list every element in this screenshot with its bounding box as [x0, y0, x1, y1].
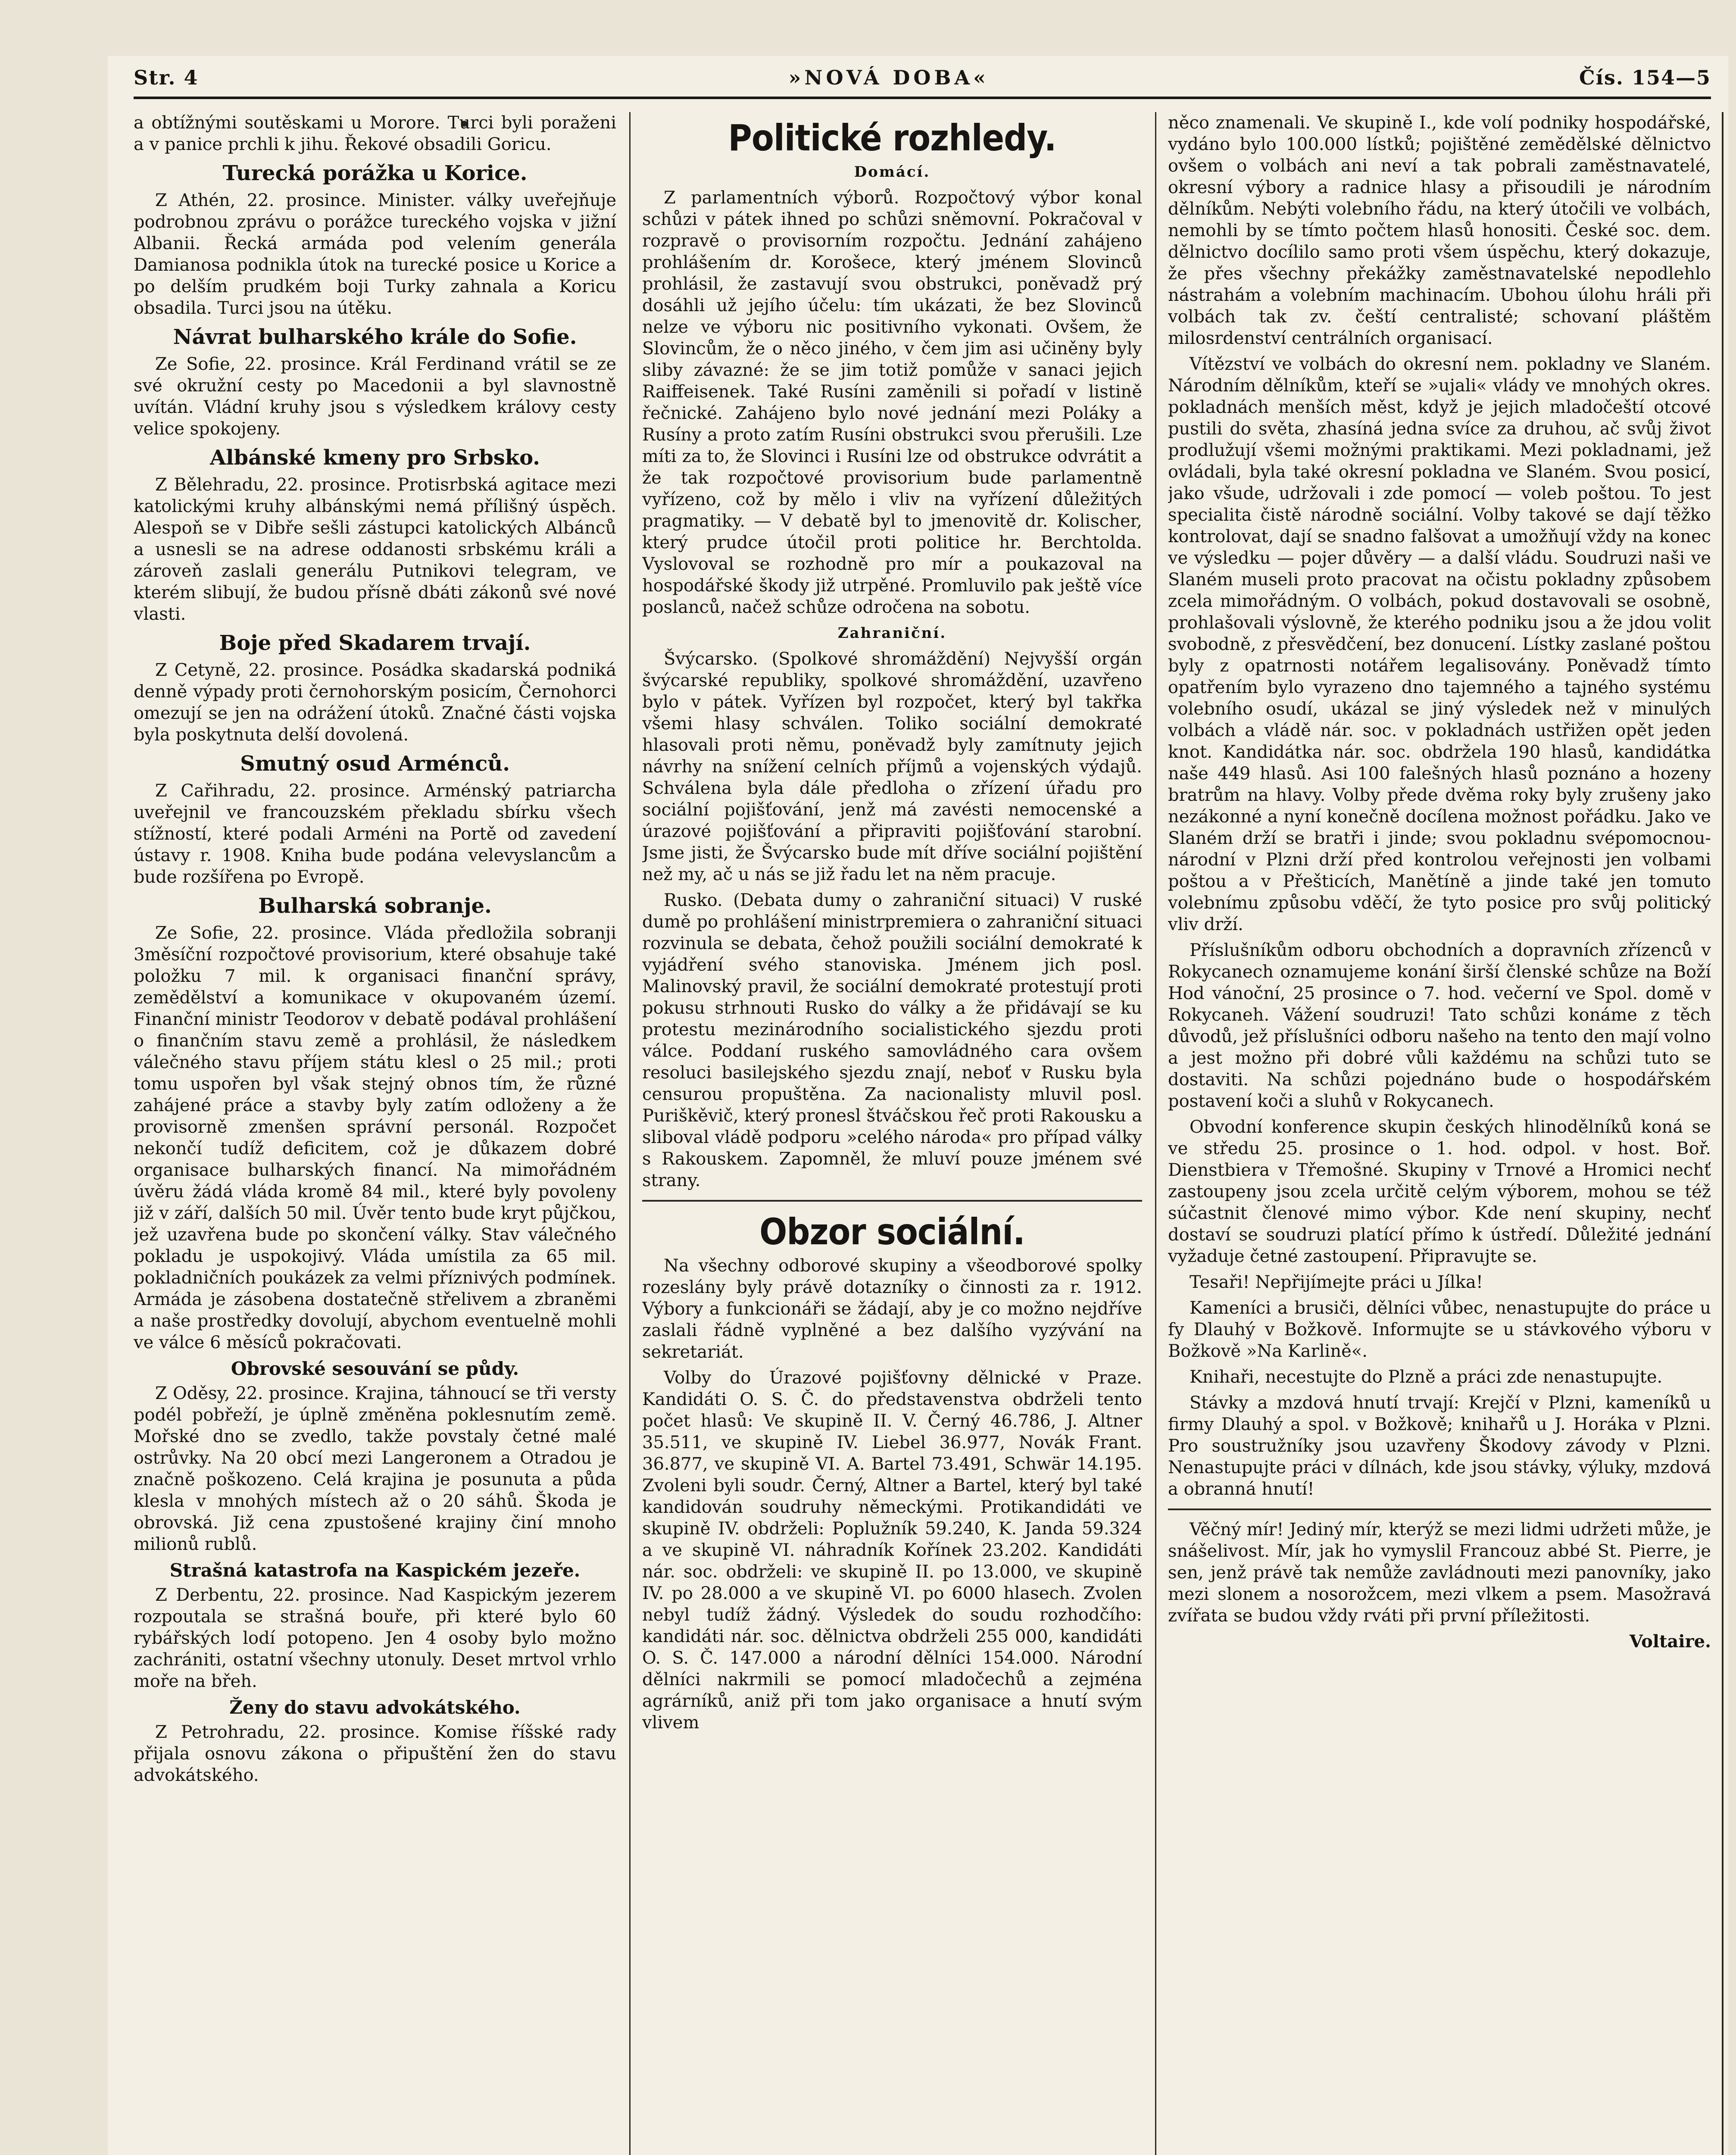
- article-body: Na všechny odborové skupiny a všeodborové spolky rozeslány byly právě dotazníky o činnosti za r. 1912. Výbory a funkcionáři se žádají, aby je co možno nejdříve zaslali řádně vyplněné a bez dalšího vyzývání na sekretariát.: [642, 1256, 1142, 1362]
- article-body: Ze Sofie, 22. prosince. Král Ferdinand vrátil se ze své okružní cesty po Macedonii a byl slavnostně uvítán. Vládní kruhy jsou s výsledkem královy cesty velice spokojeny.: [134, 354, 616, 439]
- column-divider: [629, 112, 631, 2155]
- article-body: Z Bělehradu, 22. prosince. Protisrbská agitace mezi katolickými kruhy albánskými nemá přílišný úspěch. Alespoň se v Dibře sešli zástupci katolických Albánců a usnesli se na adrese oddanosti srbskému králi a zároveň zaslali generálu Putnikovi telegram, ve kterém slibují, že budou přísně dbáti zákonů své nové vlasti.: [134, 475, 616, 624]
- subsection-domestic: Domácí.: [854, 163, 930, 181]
- newspaper-page: [108, 56, 1728, 2155]
- page-number: Str. 4: [134, 66, 199, 89]
- notice: Knihaři, necestujte do Plzně a práci zde nenastupujte.: [1190, 1367, 1663, 1387]
- article-body: Z Petrohradu, 22. prosince. Komise říšské rady přijala osnovu zákona o připuštění žen do stavu advokátského.: [134, 1722, 616, 1785]
- headline: Turecká porážka u Korice.: [222, 161, 528, 185]
- article-body: Z Cetyně, 22. prosince. Posádka skadarská podniká denně výpady proti černohorským posicím, Černohorci omezují se jen na odrážení útoků. Značné části vojska byla poskytnuta delší dovolená.: [134, 660, 616, 745]
- column-2: [642, 112, 1142, 2155]
- column-divider: [1722, 112, 1724, 2155]
- article-body: Vítězství ve volbách do okresní nem. pokladny ve Slaném. Národním dělníkům, kteří se »ujali« vlády ve mnohých okres. pokladnách menších měst, když je jejich mladočeští otcové pustili do světa, zhasíná jedna svíce za druhou, ač svůj život prodlužují všemi možnými praktikami. Mezi pokladnami, jež ovládali, byla také okresní pokladna ve Slaném. Svou posicí, jako všude, udržovali i zde pomocí — voleb poštou. To jest specialita čistě národně sociální. Volby takové se dají těžko kontrolovat, dají se snadno falšovat a umožňují vždy na konec ve výsledku — pojer důvěry — a další vládu. Soudruzi naši ve Slaném museli proto pracovat na očistu pokladny způsobem zcela mimořádným. O volbách, pokud dostavovali se osobně, prohlašovali výslovně, že kterého podniku jsou a že jdou volit svobodně, z přesvědčení, bez donucení. Lístky zaslané poštou byly z opatrnosti notářem legalisovány. Poněvadž tímto opatřením bylo vyrazeno dno tajemného a tajného systému volebního osudí, ukázal se jiný výsledek než v minulých volbách a vládě nár. soc. v pokladnách ustřižen opět jeden knot. Kandidátka nár. soc. obdržela 190 hlasů, kandidátka naše 449 hlasů. Asi 100 falešných hlasů poznáno a hozeny bratrům na hlavy. Volby přede dvěma roky byly zrušeny jako nezákonné a nyní konečně docílena možnost pořádku. Jako ve Slaném drží se bratři i jinde; svou pokladnu svépomocnou-národní v Plzni drží před kontrolou veřejnosti jen volbami poštou a v Přešticích, Manětíně a jinde také jen tomuto volebnímu způsobu vděčí, že tyto posice pro svůj politický vliv drží.: [1168, 354, 1711, 934]
- article-body: Z Cařihradu, 22. prosince. Arménský patriarcha uveřejnil ve francouzském překladu sbírku všech stížností, které podali Arméni na Portě od zavedení ústavy r. 1908. Kniha bude podána velevyslancům a bude rozšířena po Evropě.: [134, 781, 616, 887]
- section-title-social: Obzor sociální.: [759, 1211, 1025, 1253]
- headline: Ženy do stavu advokátského.: [229, 1697, 521, 1718]
- article-body: Volby do Úrazové pojišťovny dělnické v Praze. Kandidáti O. S. Č. do představenstva obdrželi tento počet hlasů: Ve skupině II. V. Černý 46.786, J. Altner 35.511, ve skupině IV. Liebel 36.977, Novák Frant. 36.877, ve skupině VI. A. Bartel 73.491, Schwär 14.195. Zvoleni byli soudr. Černý, Altner a Bartel, který byl také kandidován soudruhy německými. Protikandidáti ve skupině IV. obdrželi: Poplužník 59.240, K. Janda 59.324 a ve skupině VI. náhradník Kořínek 23.202. Kandidáti nár. soc. obdrželi: ve skupině II. po 13.000, ve skupině IV. po 28.000 a ve skupině VI. po 6000 hlasech. Zvolen nebyl tudíž žádný. Výsledek do soudu rozhodčího: kandidáti nár. soc. dělnictva obdrželi 255 000, kandidáti O. S. Č. 147.000 a národní dělníci 154.000. Národní dělníci nakrmili se pomocí mladočechů a zejména agrárníků, aniž při tom jako organisace a hnutí svým vlivem: [642, 1368, 1142, 1733]
- headline: Smutný osud Arménců.: [240, 752, 510, 776]
- section-title-politics: Politické rozhledy.: [728, 117, 1056, 159]
- column-3: [1168, 112, 1711, 2155]
- article-body: Příslušníkům odboru obchodních a dopravních zřízenců v Rokycanech oznamujeme konání širší členské schůze na Boží Hod vánoční, 25 prosince o 7. hod. večerní ve Spol. domě v Rokycaneh. Vážení soudruzi! Tato schůzi konáme z těch důvodů, jež příslušníci odboru našeho na tento den mají volno a jest možno při dobré vůli každému na schůzi tuto se dostaviti. Na schůzi pojednáno bude o hospodářském postavení koči a sluhů v Rokycanech.: [1168, 940, 1711, 1111]
- masthead-rule: [134, 97, 1711, 99]
- article-body: Z Derbentu, 22. prosince. Nad Kaspickým jezerem rozpoutala se strašná bouře, při které bylo 60 rybářských lodí potopeno. Jen 4 osoby bylo možno zachrániti, ostatní všechny utonuly. Deset mrtvol vrhlo moře na břeh.: [134, 1585, 616, 1691]
- article-body: Z Oděsy, 22. prosince. Krajina, táhnoucí se tři versty podél pobřeží, je úplně změněna poklesnutím země. Mořské dno se zvedlo, takže povstaly četné malé ostrůvky. Na 20 obcí mezi Langeronem a Otradou je značně poškozeno. Celá krajina je posunuta a půda klesla v mnohých místech až o 20 sáhů. Škoda je obrovská. Již cena zpustošené krajiny činí mnoho milionů rublů.: [134, 1384, 616, 1554]
- article-body: Rusko. (Debata dumy o zahraniční situaci) V ruské dumě po prohlášení ministrpremiera o zahraniční situaci rozvinula se debata, čehož použili sociální demokraté k vyjádření svého stanoviska. Jménem jich posl. Malinovský pravil, že sociální demokraté protestují proti pokusu strhnouti Rusko do války a že přidávají se ku protestu mezinárodního socialistického sjezdu proti válce. Poddaní ruského samovládného cara ovšem resoluci basilejského sjezdu znají, neboť v Rusku byla censurou propuštěna. Za nacionalisty mluvil posl. Puriškěvič, který pronesl štváčskou řeč proti Rakousku a sliboval vládě podporu »celého národa« pro případ války s Rakouskem. Zapomněl, že mluví pouze jménem své strany.: [642, 890, 1142, 1190]
- quote-body: Věčný mír! Jediný mír, kterýž se mezi lidmi udržeti může, je snášelivost. Mír, jak ho vymyslil Francouz abbé St. Pierre, je sen, jenž právě tak nemůže zavládnouti mezi panovníky, jako mezi slonem a nosorožcem, mezi vlkem a psem. Masožravá zvířata se budou vždy rváti při první příležitosti.: [1168, 1520, 1711, 1626]
- article-body: Z parlamentních výborů. Rozpočtový výbor konal schůzi v pátek ihned po schůzi sněmovní. Pokračoval v rozpravě o provisorním rozpočtu. Jednání zahájeno prohlášením dr. Korošece, který jménem Slovinců prohlásil, že zastavují svou obstrukci, poněvadž prý dosáhli už jejího účelu: tím ukázati, že bez Slovinců nelze ve výboru nic positivního vykonati. Ovšem, že Slovincům, že o něco jiného, v čem jim asi učiněny byly sliby závazné: že se jim totiž pomůže v sanaci jejich Raiffeisenek. Také Rusíni zaměnili si pořadí v listině řečnické. Zahájeno bylo nové jednání mezi Poláky a Rusíny a proto zatím Rusíni obstrukci svou přerušili. Lze míti za to, že Slovinci i Rusíni lze od obstrukce odvrátit a že tak rozpočtové provisorium bude parlamentně vyřízeno, což by mělo i vliv na vyřízení důležitých pragmatiky. — V debatě byl to jmenovitě dr. Kolischer, který prudce útočil proti politice hr. Berchtolda. Vyslovoval se rozhodně pro mír a poukazoval na hospodářské škody již utrpěné. Promluvilo pak ještě více poslanců, načež schůze odročena na sobotu.: [642, 188, 1142, 617]
- section-rule: [1168, 1508, 1711, 1510]
- headline: Návrat bulharského krále do Sofie.: [173, 325, 577, 349]
- column-1: [134, 112, 616, 2155]
- notice: Tesaři! Nepřijímejte práci u Jílka!: [1190, 1272, 1483, 1292]
- article-body: Obvodní konference skupin českých hlinodělníků koná se ve středu 25. prosince o 1. hod. odpol. v host. Boř. Dienstbiera v Třemošné. Skupiny v Trnové a Hromici nechť zastoupeny jsou zcela určitě celým výborem, mohou se též súčastnit členové mimo výbor. Kde není skupiny, nechť dostaví se soudruzi platící přímo k ústředí. Důležité jednání vyžaduje četné zastoupení. Připravujte se.: [1168, 1117, 1711, 1266]
- headline: Strašná katastrofa na Kaspickém jezeře.: [169, 1560, 581, 1581]
- article-continuation: a obtížnými soutěskami u Morore. Turci byli poraženi a v panice prchli k jihu. Řekové obsadili Goricu.: [134, 113, 616, 154]
- subsection-foreign: Zahraniční.: [837, 625, 947, 642]
- notice: Stávky a mzdová hnutí trvají: Krejčí v Plzni, kameníků u firmy Dlauhý a spol. v Božkově; knihařů u J. Horáka v Plzni. Pro soustružníky jsou uzavřeny Škodovy závody v Plzni. Nenastupujte práci v dílnách, kde jsou stávky, výluky, mzdová a obranná hnutí!: [1168, 1393, 1711, 1499]
- article-body: Ze Sofie, 22. prosince. Vláda předložila sobranji 3měsíční rozpočtové provisorium, které obsahuje také položku 7 mil. k organisaci finanční správy, zemědělství a komunikace v okupovaném území. Finanční ministr Teodorov v debatě podával prohlášení o finančním stavu země a prohlásil, že následkem válečného stavu příjem státu klesl o 25 mil.; proti tomu uspořen byl však stejný obnos tím, že různé zahájené práce a stavby byly zatím odloženy a že provisorně zmenšen správní personál. Rozpočet nekončí tudíž deficitem, což je důkazem dobré organisace bulharských financí. Na mimořádném úvěru žádá vláda kromě 84 mil., které byly povoleny již v září, dalších 50 mil. Úvěr tento bude kryt půjčkou, jež uzavřena bude po skončení války. Stav válečného pokladu je uspokojivý. Vláda umístila za 65 mil. pokladničních poukázek za velmi příznivých podmínek. Armáda je zásobena dostatečně střelivem a zbraněmi a naše prostředky dovolují, abychom eventuelně mohli ve válce 6 měsíců pokračovati.: [134, 923, 616, 1352]
- quote-signature: Voltaire.: [1629, 1631, 1711, 1652]
- headline: Boje před Skadarem trvají.: [219, 631, 531, 655]
- masthead: [134, 60, 1711, 95]
- newspaper-title: »NOVÁ DOBA«: [788, 66, 989, 89]
- headline: Albánské kmeny pro Srbsko.: [210, 446, 540, 470]
- notice: Kameníci a brusiči, dělníci vůbec, nenastupujte do práce u fy Dlauhý v Božkově. Informujte se u stávkového výboru v Božkově »Na Karlině«.: [1168, 1298, 1711, 1361]
- column-divider: [1155, 112, 1156, 2155]
- headline: Obrovské sesouvání se půdy.: [231, 1358, 519, 1379]
- article-body: Z Athén, 22. prosince. Minister. války uveřejňuje podrobnou zprávu o porážce tureckého vojska v jižní Albanii. Řecká armáda pod velením generála Damianosa podnikla útok na turecké posice u Korice a po delším prudkém boji Turky zahnala a Koricu obsadila. Turci jsou na útěku.: [134, 191, 616, 318]
- article-continuation: něco znamenali. Ve skupině I., kde volí podniky hospodářské, vydáno bylo 100.000 lístků; pojištěné zemědělské dělnictvo ovšem o volbách ani neví a tak pobrali zaměstnavatelé, okresní výbory a radnice hlasy a přisoudili je národním dělníkům. Nebýti volebního řádu, na který útočili ve volbách, nemohli by se tímto počtem hlasů honositi. České soc. dem. dělnictvo docílilo samo proti všem úspěchu, který dokazuje, že přes všechny překážky zaměstnavatelské nepodlehlo nástrahám a volebním machinacím. Ubohou úlohu hráli při volbách tak zv. čeští centralisté; schovaní pláštěm milosrdenství centrálních organisací.: [1168, 113, 1711, 348]
- article-body: Švýcarsko. (Spolkové shromáždění) Nejvyšší orgán švýcarské republiky, spolkové shromáždění, uzavřeno bylo v pátek. Vyřízen byl rozpočet, který byl takřka všemi hlasy schválen. Toliko sociální demokraté hlasovali proti němu, poněvadž byly zamítnuty jejich návrhy na snížení celních příjmů a vojenských výdajů. Schválena byla dále předloha o zřízení úřadu pro sociální pojišťování, jenž má zavésti nemocenské a úrazové pojišťování a připraviti pojišťování starobní. Jsme jisti, že Švýcarsko bude mít dříve sociální pojištění než my, ač u nás se již řadu let na něm pracuje.: [642, 649, 1142, 884]
- issue-number: Čís. 154—5: [1579, 66, 1711, 89]
- headline: Bulharská sobranje.: [258, 894, 492, 918]
- section-rule: [642, 1200, 1142, 1202]
